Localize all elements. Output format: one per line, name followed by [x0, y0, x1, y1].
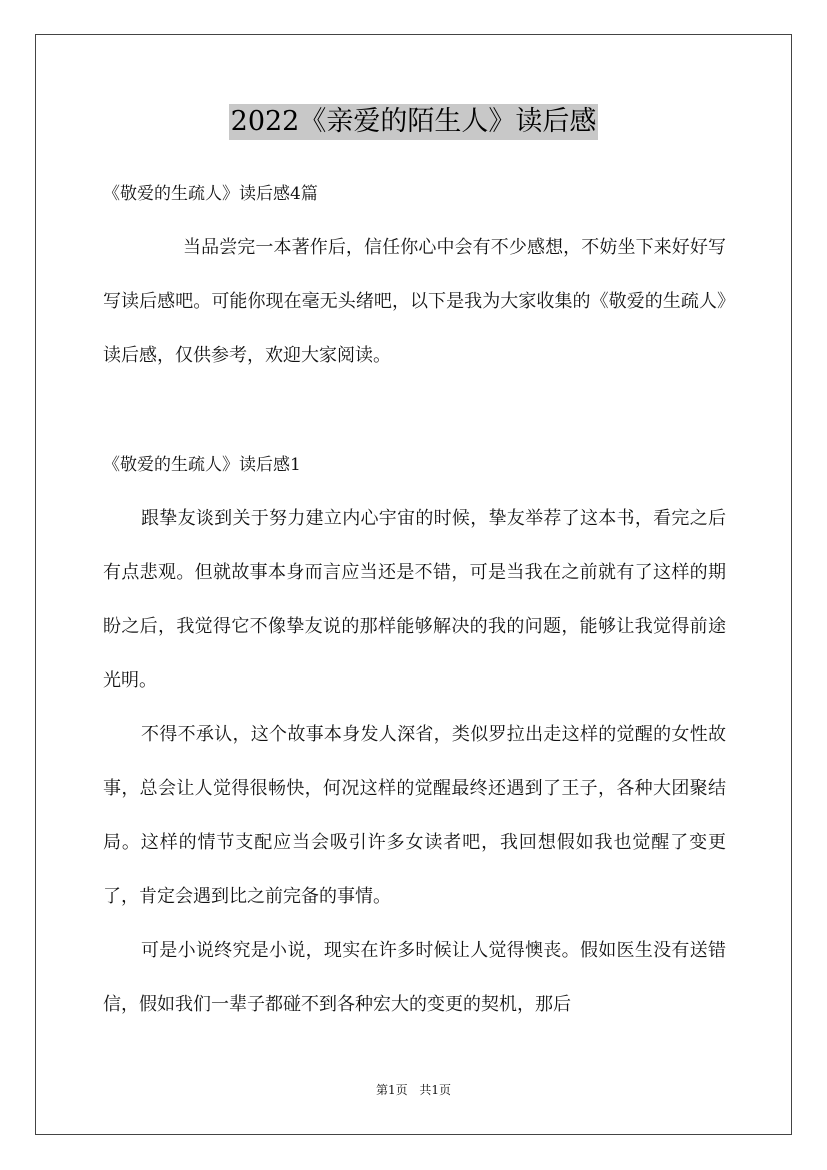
- page-number-current: 第1页: [375, 1083, 408, 1097]
- section-heading: 《敬爱的生疏人》读后感1: [103, 455, 301, 475]
- intro-paragraph: 当品尝完一本著作后，信任你心中会有不少感想，不妨坐下来好好写写读后感吧。可能你现在毫无头绪吧，以下是我为大家收集的《敬爱的生疏人》读后感，仅供参考，欢迎大家阅读。: [103, 237, 726, 366]
- body-paragraph-1: 跟挚友谈到关于努力建立内心宇宙的时候，挚友举荐了这本书，看完之后有点悲观。但就故事本身而言应当还是不错，可是当我在之前就有了这样的期盼之后，我觉得它不像挚友说的那样能够解决的我的问题，能够让我觉得前途光明。: [103, 508, 726, 691]
- page-number-total: 共1页: [419, 1083, 452, 1097]
- title-container: [0, 104, 827, 140]
- body-paragraph-2: 不得不承认，这个故事本身发人深省，类似罗拉出走这样的觉醒的女性故事，总会让人觉得很畅快，何况这样的觉醒最终还遇到了王子，各种大团聚结局。这样的情节支配应当会吸引许多女读者吧，我回想假如我也觉醒了变更了，肯定会遇到比之前完备的事情。: [103, 724, 726, 907]
- page-footer: [0, 1082, 827, 1098]
- document-subtitle: 《敬爱的生疏人》读后感4篇: [103, 184, 318, 204]
- document-title: 2022《亲爱的陌生人》读后感: [229, 104, 599, 140]
- body-paragraph-3: 可是小说终究是小说，现实在许多时候让人觉得懊丧。假如医生没有送错信，假如我们一辈子都碰不到各种宏大的变更的契机，那后: [103, 940, 726, 1015]
